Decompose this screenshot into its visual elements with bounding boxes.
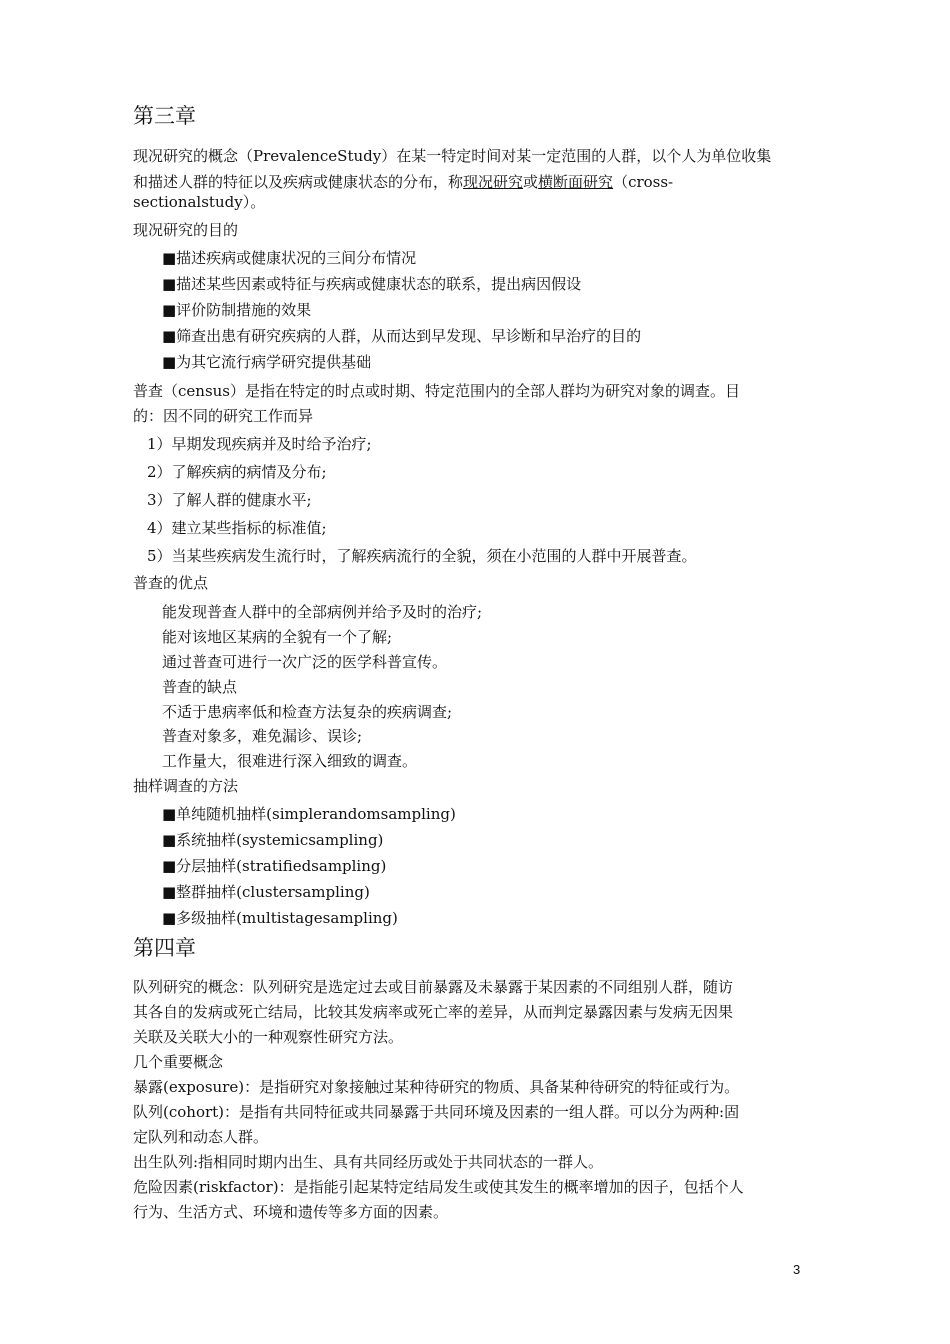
list-item: 2）了解疾病的病情及分布; (147, 463, 327, 481)
census-advantages-heading: 普查的优点 (133, 574, 209, 592)
list-item: ■评价防制措施的效果 (162, 301, 312, 319)
exposure-definition: 暴露(exposure)：是指研究对象接触过某种待研究的物质、具备某种待研究的特征或行为。 (133, 1078, 740, 1096)
list-item: ■为其它流行病学研究提供基础 (162, 353, 372, 371)
risk-factor-line-1: 危险因素(riskfactor)：是指能引起某特定结局发生或使其发生的概率增加的因子，包括个人 (133, 1178, 744, 1196)
page-number: 3 (793, 1262, 801, 1277)
list-item: 1）早期发现疾病并及时给予治疗; (147, 435, 372, 453)
chapter-3-title: 第三章 (133, 104, 196, 128)
list-item: ■单纯随机抽样(simplerandomsampling) (162, 805, 456, 823)
list-item: 能对该地区某病的全貌有一个了解; (162, 628, 393, 646)
list-item: ■分层抽样(stratifiedsampling) (162, 857, 387, 875)
list-item: 能发现普查人群中的全部病例并给予及时的治疗; (162, 603, 483, 621)
list-item: ■多级抽样(multistagesampling) (162, 909, 398, 927)
purpose-heading: 现况研究的目的 (133, 221, 239, 239)
risk-factor-line-2: 行为、生活方式、环境和遗传等多方面的因素。 (133, 1203, 449, 1221)
term-prevalence-study: 现况研究 (463, 173, 524, 191)
list-item: 工作量大，很难进行深入细致的调查。 (162, 752, 418, 770)
prevalence-definition-line-2: 和描述人群的特征以及疾病或健康状态的分布，称现况研究或横断面研究（cross- (133, 173, 674, 191)
list-item: 普查对象多，难免漏诊、误诊; (162, 727, 363, 745)
list-item: 不适于患病率低和检查方法复杂的疾病调查; (162, 703, 453, 721)
census-disadvantages-heading: 普查的缺点 (162, 678, 238, 696)
list-item: 4）建立某些指标的标准值; (147, 519, 327, 537)
list-item: ■描述疾病或健康状况的三间分布情况 (162, 249, 417, 267)
census-definition-line-2: 的：因不同的研究工作而异 (133, 407, 314, 425)
cohort-definition-line-3: 关联及关联大小的一种观察性研究方法。 (133, 1028, 404, 1046)
term-cross-sectional: 横断面研究 (538, 173, 614, 191)
list-item: ■筛查出患有研究疾病的人群，从而达到早发现、早诊断和早治疗的目的 (162, 327, 642, 345)
cohort-definition-line-2: 其各自的发病或死亡结局，比较其发病率或死亡率的差异，从而判定暴露因素与发病无因果 (133, 1003, 734, 1021)
list-item: 3）了解人群的健康水平; (147, 491, 312, 509)
list-item: 通过普查可进行一次广泛的医学科普宣传。 (162, 653, 448, 671)
list-item: ■系统抽样(systemicsampling) (162, 831, 384, 849)
cohort-definition-line-1: 队列研究的概念：队列研究是选定过去或目前暴露及未暴露于某因素的不同组别人群，随访 (133, 978, 734, 996)
cohort-term-line-2: 定队列和动态人群。 (133, 1128, 269, 1146)
key-concepts-heading: 几个重要概念 (133, 1053, 224, 1071)
list-item: 5）当某些疾病发生流行时，了解疾病流行的全貌，须在小范围的人群中开展普查。 (147, 547, 697, 565)
prevalence-definition-line-1: 现况研究的概念（PrevalenceStudy）在某一特定时间对某一定范围的人群，以个人为单位收集 (133, 147, 772, 165)
prevalence-definition-line-3: sectionalstudy）。 (133, 193, 266, 211)
sampling-methods-heading: 抽样调查的方法 (133, 777, 239, 795)
census-definition-line-1: 普查（census）是指在特定的时点或时期、特定范围内的全部人群均为研究对象的调查。目 (133, 382, 740, 400)
list-item: ■描述某些因素或特征与疾病或健康状态的联系，提出病因假设 (162, 275, 582, 293)
birth-cohort-definition: 出生队列:指相同时期内出生、具有共同经历或处于共同状态的一群人。 (133, 1153, 604, 1171)
list-item: ■整群抽样(clustersampling) (162, 883, 370, 901)
chapter-4-title: 第四章 (133, 936, 196, 960)
cohort-term-line-1: 队列(cohort)：是指有共同特征或共同暴露于共同环境及因素的一组人群。可以分为两种:固 (133, 1103, 740, 1121)
